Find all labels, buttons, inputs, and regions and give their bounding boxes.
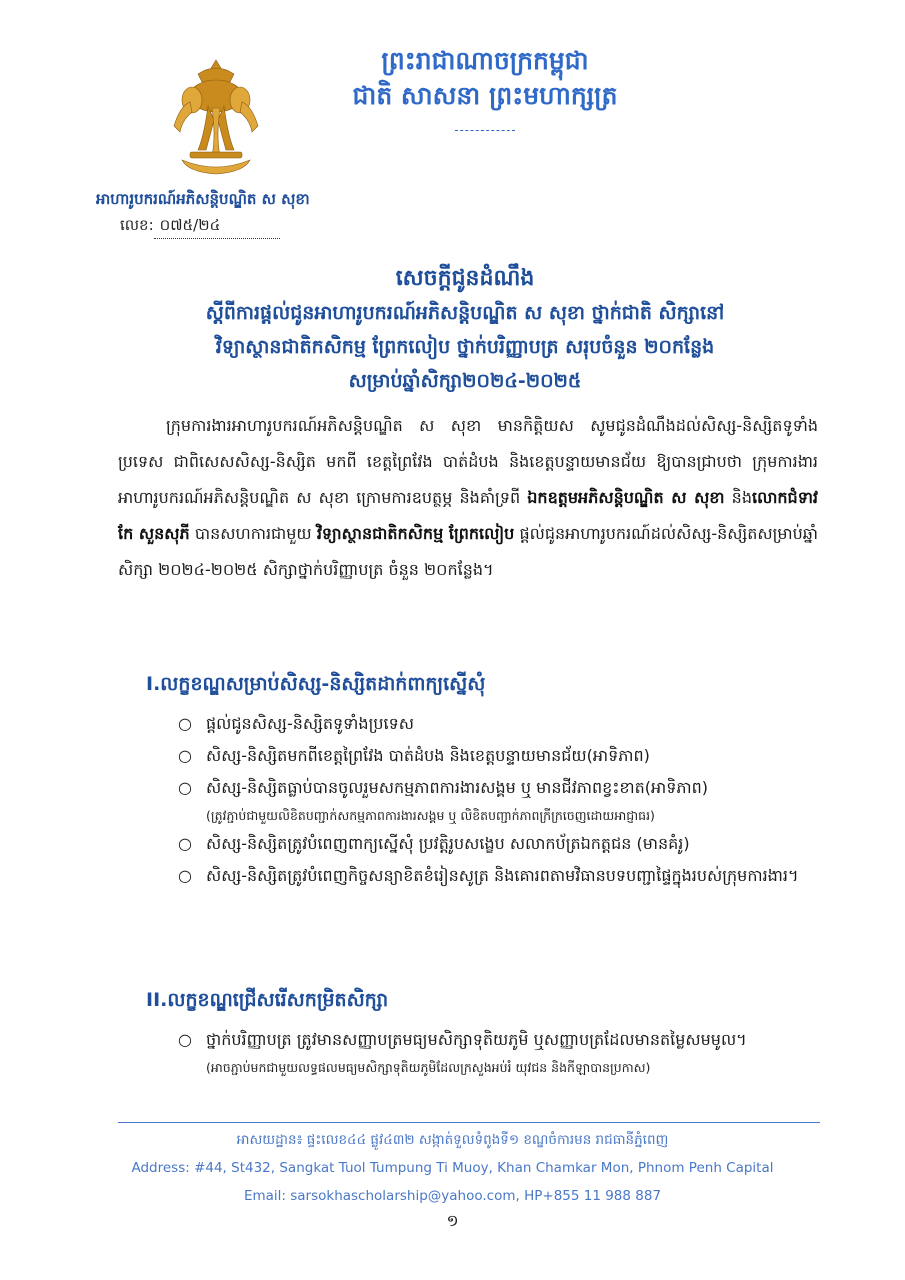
bullet-icon: ○: [178, 1030, 192, 1049]
footer-address-khmer: អាសយដ្ឋាន៖ ផ្ទះលេខ៤៤ ផ្លូវ៤៣២ សង្កាត់ទួលទំពូងទី១ ខណ្ឌចំការមន រាជធានីភ្នំពេញ: [236, 1132, 669, 1148]
footer: [60, 1126, 845, 1210]
airavata-emblem-icon: [168, 56, 264, 180]
reference-number: [120, 216, 280, 239]
footer-contact: Email: sarsokhascholarship@yahoo.com, HP+855 11 988 887: [243, 1188, 662, 1204]
intro-text-4: ផ្តល់ជូនអាហារូបករណ៍ដល់សិស្ស-និស្សិតសម្រាប់ឆ្នាំសិក្សា ២០២៤-២០២៥ សិក្សាថ្នាក់បរិញ្ញាបត្រ ចំនួន ២០កន្លែង។: [118, 524, 819, 579]
motto-line: ជាតិ សាសនា ព្រះមហាក្សត្រ: [352, 81, 618, 110]
intro-bold-1: ឯកឧត្តមអភិសន្តិបណ្ឌិត ស សុខា: [527, 488, 725, 507]
intro-bold-2: លោកជំទាវ កែ សួនសុភី: [118, 488, 818, 543]
title-line-1: សេចក្តីជូនដំណឹង: [395, 266, 535, 291]
section-1-list: [178, 708, 838, 892]
section-2-list: [178, 1024, 838, 1080]
organization-name: អាហារូបករណ៍អភិសន្តិបណ្ឌិត ស សុខា: [96, 190, 310, 208]
bullet-icon: ○: [178, 714, 192, 733]
list-item-text: ថ្នាក់បរិញ្ញាបត្រ ត្រូវមានសញ្ញាបត្រមធ្យមសិក្សាទុតិយភូមិ ឬសញ្ញាបត្រដែលមានតម្លៃសមមូល។: [206, 1030, 747, 1049]
list-item-text: សិស្ស-និស្សិតមកពីខេត្តព្រៃវែង បាត់ដំបង និងខេត្តបន្ទាយមានជ័យ(អាទិភាព): [206, 746, 650, 765]
footer-divider: [118, 1122, 820, 1123]
section-1-heading: I.លក្ខខណ្ឌសម្រាប់សិស្ស-និស្សិតដាក់ពាក្យស្នើសុំ: [146, 673, 486, 695]
intro-text-2: និង: [731, 488, 752, 507]
list-item-text: សិស្ស-និស្សិតធ្លាប់បានចូលរួមសកម្មភាពការងារសង្គម ឬ មានជីវភាពខ្វះខាត(អាទិភាព): [206, 778, 709, 797]
intro-text-1: ក្រុមការងារអាហារូបករណ៍អភិសន្តិបណ្ឌិត ស សុខា មានកិត្តិយស សូមជូនដំណឹងដល់សិស្ស-និស្សិតទូទាំងប្រទេស ជាពិសេសសិស្ស-និស្សិត មកពី ខេត្តព្រៃវែង បាត់ដំបង និងខេត្តបន្ទាយមានជ័យ ឱ្យបានជ្រាបថា ក្រុមការងារអាហារូបករណ៍អភិសន្តិបណ្ឌិត ស សុខា ក្រោមការឧបត្ថម្ភ និងគាំទ្រពី: [118, 416, 818, 507]
kingdom-motto: [320, 44, 650, 133]
title-line-2: ស្តីពីការផ្តល់ជូនអាហារូបករណ៍អភិសន្តិបណ្ឌិត ស សុខា ថ្នាក់ជាតិ សិក្សានៅ: [205, 302, 725, 324]
reference-value: ០៧៥/២៤: [154, 216, 280, 239]
ornament-divider: [455, 130, 515, 133]
kingdom-line: ព្រះរាជាណាចក្រកម្ពុជា: [381, 46, 589, 75]
list-item: [178, 1024, 838, 1080]
section-2-heading: II.លក្ខខណ្ឌជ្រើសរើសកម្រិតសិក្សា: [146, 989, 389, 1011]
list-item: [178, 740, 838, 772]
notice-title: [120, 262, 810, 398]
bullet-icon: ○: [178, 834, 192, 853]
intro-paragraph: [118, 408, 818, 588]
page-number: ១: [446, 1211, 459, 1230]
footer-address-english: Address: #44, St432, Sangkat Tuol Tumpung Ti Muoy, Khan Chamkar Mon, Phnom Penh Capital: [131, 1160, 774, 1176]
list-item-text: សិស្ស-និស្សិតត្រូវបំពេញពាក្យស្នើសុំ ប្រវត្តិរូបសង្ខេប សលាកប័ត្រឯកត្តជន (មានគំរូ): [206, 834, 690, 853]
list-item: [178, 708, 838, 740]
title-line-4: សម្រាប់ឆ្នាំសិក្សា២០២៤-២០២៥: [348, 370, 582, 392]
title-line-3: វិទ្យាស្ថានជាតិកសិកម្ម ព្រែកលៀប ថ្នាក់បរិញ្ញាបត្រ សរុបចំនួន ២០កន្លែង: [215, 336, 715, 358]
list-item: [178, 772, 838, 828]
list-item: [178, 860, 838, 892]
intro-bold-3: វិទ្យាស្ថានជាតិកសិកម្ម ព្រែកលៀប: [316, 524, 515, 543]
intro-text-3: បានសហការជាមួយ: [194, 524, 312, 543]
list-item-text: សិស្ស-និស្សិតត្រូវបំពេញកិច្ចសន្យាខិតខំរៀនសូត្រ និងគោរពតាមវិធានបទបញ្ជាផ្ទៃក្នុងរបស់ក្រុមការងារ។: [206, 866, 799, 885]
list-item: [178, 828, 838, 860]
list-item-note: (ត្រូវភ្ជាប់ជាមួយលិខិតបញ្ជាក់សកម្មភាពការងារសង្គម ឬ លិខិតបញ្ជាក់ភាពក្រីក្រចេញដោយអាជ្ញាធរ): [206, 808, 655, 823]
bullet-icon: ○: [178, 866, 192, 885]
list-item-text: ផ្តល់ជូនសិស្ស-និស្សិតទូទាំងប្រទេស: [206, 714, 414, 733]
reference-label: លេខ:: [120, 216, 154, 234]
bullet-icon: ○: [178, 746, 192, 765]
bullet-icon: ○: [178, 778, 192, 797]
list-item-note: (អាចភ្ជាប់មកជាមួយលទ្ធផលមធ្យមសិក្សាទុតិយភូមិដែលក្រសួងអប់រំ យុវជន និងកីឡាបានប្រកាស): [206, 1060, 651, 1075]
